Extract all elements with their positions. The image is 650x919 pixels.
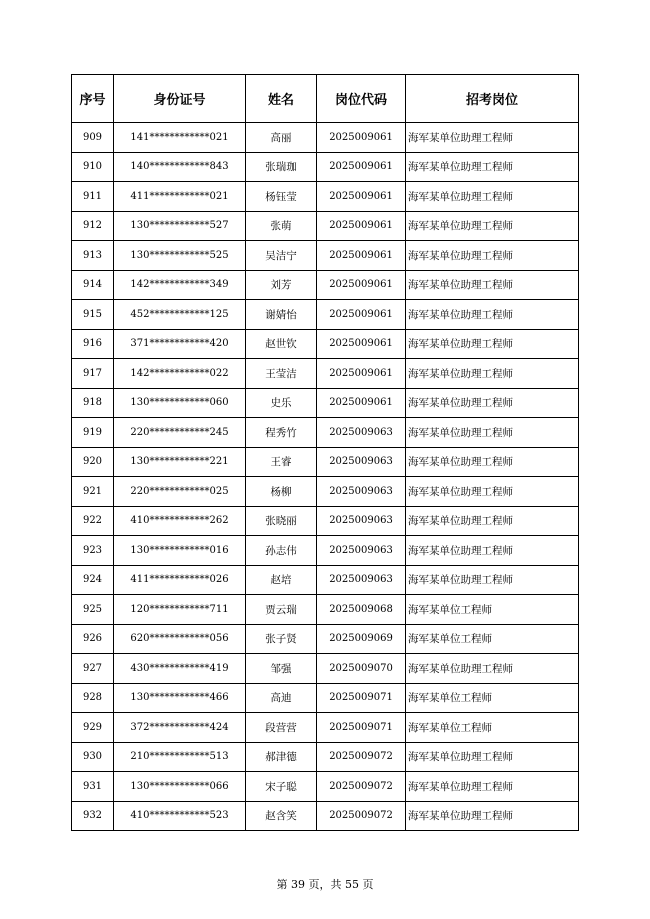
name-cell: 高丽 [246,123,317,153]
name-cell: 赵含笑 [246,801,317,831]
seq-cell: 927 [72,654,114,684]
post-title-cell: 海军某单位助理工程师 [406,654,579,684]
post-title-cell: 海军某单位工程师 [406,713,579,743]
post-title-cell: 海军某单位助理工程师 [406,300,579,330]
table-row [72,123,579,153]
table-row [72,300,579,330]
post-code-cell: 2025009061 [317,329,406,359]
post-code-cell: 2025009070 [317,654,406,684]
table-row [72,152,579,182]
post-title-cell: 海军某单位助理工程师 [406,536,579,566]
seq-cell: 924 [72,565,114,595]
post-title-cell: 海军某单位工程师 [406,683,579,713]
name-cell: 张瑞珈 [246,152,317,182]
table-body [72,123,579,831]
name-cell: 段营营 [246,713,317,743]
post-code-cell: 2025009063 [317,536,406,566]
id-number-cell: 140************843 [114,152,246,182]
id-number-cell: 130************527 [114,211,246,241]
table-row [72,506,579,536]
table-row [72,654,579,684]
seq-cell: 911 [72,182,114,212]
name-cell: 宋子聪 [246,772,317,802]
header-post-title: 招考岗位 [406,75,579,123]
post-code-cell: 2025009072 [317,772,406,802]
post-title-cell: 海军某单位助理工程师 [406,801,579,831]
header-row [72,75,579,123]
seq-cell: 925 [72,595,114,625]
table-row [72,595,579,625]
seq-cell: 923 [72,536,114,566]
name-cell: 贾云瑞 [246,595,317,625]
seq-cell: 914 [72,270,114,300]
seq-cell: 909 [72,123,114,153]
id-number-cell: 220************245 [114,418,246,448]
id-number-cell: 142************022 [114,359,246,389]
seq-cell: 913 [72,241,114,271]
table-row [72,211,579,241]
page-footer: 第 39 页，共 55 页 [276,878,374,891]
post-title-cell: 海军某单位助理工程师 [406,182,579,212]
post-title-cell: 海军某单位助理工程师 [406,123,579,153]
id-number-cell: 410************523 [114,801,246,831]
post-title-cell: 海军某单位助理工程师 [406,772,579,802]
post-code-cell: 2025009071 [317,713,406,743]
post-title-cell: 海军某单位助理工程师 [406,211,579,241]
table-row [72,477,579,507]
name-cell: 孙志伟 [246,536,317,566]
table-row [72,329,579,359]
name-cell: 张萌 [246,211,317,241]
name-cell: 赵世钦 [246,329,317,359]
post-title-cell: 海军某单位助理工程师 [406,241,579,271]
name-cell: 高迪 [246,683,317,713]
name-cell: 刘芳 [246,270,317,300]
post-code-cell: 2025009061 [317,300,406,330]
id-number-cell: 130************221 [114,447,246,477]
post-code-cell: 2025009072 [317,801,406,831]
table-row [72,536,579,566]
name-cell: 杨钰莹 [246,182,317,212]
header-name: 姓名 [246,75,317,123]
id-number-cell: 120************711 [114,595,246,625]
table-row [72,565,579,595]
name-cell: 程秀竹 [246,418,317,448]
seq-cell: 931 [72,772,114,802]
table-row [72,359,579,389]
seq-cell: 910 [72,152,114,182]
post-title-cell: 海军某单位助理工程师 [406,359,579,389]
seq-cell: 928 [72,683,114,713]
name-cell: 王睿 [246,447,317,477]
seq-cell: 917 [72,359,114,389]
seq-cell: 912 [72,211,114,241]
table-row [72,182,579,212]
name-cell: 吴洁宁 [246,241,317,271]
id-number-cell: 430************419 [114,654,246,684]
id-number-cell: 410************262 [114,506,246,536]
post-code-cell: 2025009063 [317,506,406,536]
table-row [72,418,579,448]
post-code-cell: 2025009061 [317,123,406,153]
table-row [72,772,579,802]
post-code-cell: 2025009061 [317,241,406,271]
name-cell: 郝津德 [246,742,317,772]
name-cell: 张晓丽 [246,506,317,536]
post-code-cell: 2025009063 [317,477,406,507]
id-number-cell: 210************513 [114,742,246,772]
seq-cell: 916 [72,329,114,359]
id-number-cell: 130************466 [114,683,246,713]
header-post-code: 岗位代码 [317,75,406,123]
post-code-cell: 2025009063 [317,418,406,448]
post-title-cell: 海军某单位助理工程师 [406,418,579,448]
seq-cell: 930 [72,742,114,772]
id-number-cell: 141************021 [114,123,246,153]
post-title-cell: 海军某单位助理工程师 [406,329,579,359]
id-number-cell: 411************026 [114,565,246,595]
post-code-cell: 2025009061 [317,359,406,389]
id-number-cell: 372************424 [114,713,246,743]
post-code-cell: 2025009063 [317,565,406,595]
post-code-cell: 2025009069 [317,624,406,654]
post-title-cell: 海军某单位助理工程师 [406,388,579,418]
id-number-cell: 130************066 [114,772,246,802]
post-code-cell: 2025009061 [317,270,406,300]
name-cell: 谢婧怡 [246,300,317,330]
name-cell: 史乐 [246,388,317,418]
seq-cell: 922 [72,506,114,536]
table-row [72,713,579,743]
table-row [72,742,579,772]
post-title-cell: 海军某单位助理工程师 [406,506,579,536]
post-code-cell: 2025009061 [317,182,406,212]
seq-cell: 929 [72,713,114,743]
post-title-cell: 海军某单位助理工程师 [406,477,579,507]
post-title-cell: 海军某单位助理工程师 [406,152,579,182]
header-id-number: 身份证号 [114,75,246,123]
id-number-cell: 142************349 [114,270,246,300]
id-number-cell: 452************125 [114,300,246,330]
table-row [72,801,579,831]
seq-cell: 919 [72,418,114,448]
id-number-cell: 620************056 [114,624,246,654]
table-row [72,241,579,271]
id-number-cell: 130************016 [114,536,246,566]
post-code-cell: 2025009061 [317,388,406,418]
id-number-cell: 411************021 [114,182,246,212]
seq-cell: 932 [72,801,114,831]
name-cell: 赵培 [246,565,317,595]
id-number-cell: 130************060 [114,388,246,418]
post-code-cell: 2025009061 [317,211,406,241]
post-title-cell: 海军某单位工程师 [406,624,579,654]
post-title-cell: 海军某单位工程师 [406,595,579,625]
post-title-cell: 海军某单位助理工程师 [406,565,579,595]
name-cell: 邹强 [246,654,317,684]
seq-cell: 926 [72,624,114,654]
post-title-cell: 海军某单位助理工程师 [406,742,579,772]
post-code-cell: 2025009072 [317,742,406,772]
post-title-cell: 海军某单位助理工程师 [406,447,579,477]
header-seq: 序号 [72,75,114,123]
seq-cell: 915 [72,300,114,330]
post-title-cell: 海军某单位助理工程师 [406,270,579,300]
post-code-cell: 2025009061 [317,152,406,182]
seq-cell: 921 [72,477,114,507]
name-cell: 张子贤 [246,624,317,654]
table-row [72,683,579,713]
table-row [72,447,579,477]
id-number-cell: 220************025 [114,477,246,507]
post-code-cell: 2025009071 [317,683,406,713]
table-row [72,624,579,654]
post-code-cell: 2025009068 [317,595,406,625]
seq-cell: 920 [72,447,114,477]
table-row [72,270,579,300]
name-cell: 王莹洁 [246,359,317,389]
roster-table [71,74,579,831]
table-row [72,388,579,418]
name-cell: 杨柳 [246,477,317,507]
id-number-cell: 371************420 [114,329,246,359]
id-number-cell: 130************525 [114,241,246,271]
post-code-cell: 2025009063 [317,447,406,477]
seq-cell: 918 [72,388,114,418]
